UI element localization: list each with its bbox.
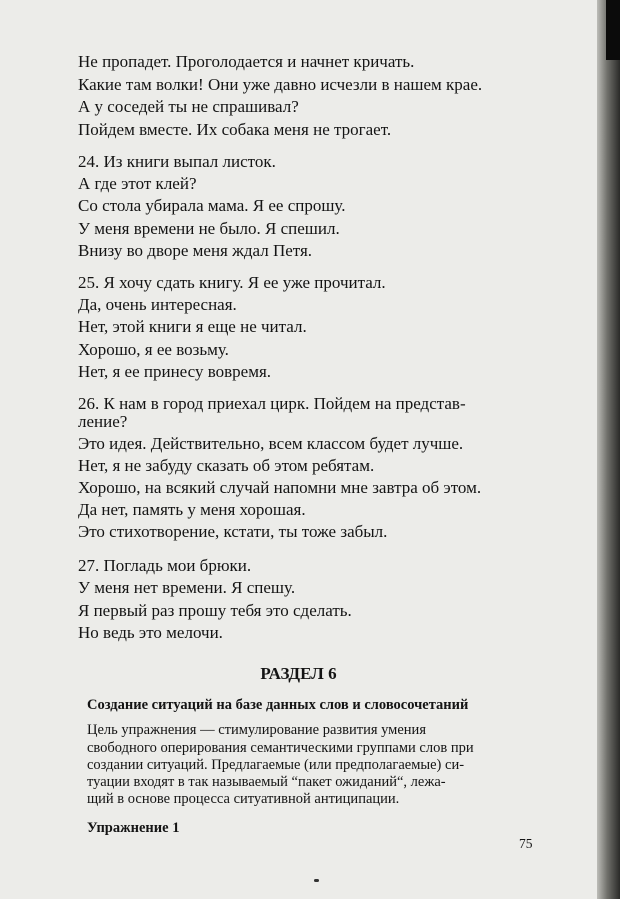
paragraph-line: свободного оперирования семантическими группами слов при (87, 740, 474, 756)
text-line: Да, очень интересная. (78, 295, 237, 314)
text-line: Внизу во дворе меня ждал Петя. (78, 241, 313, 260)
exercise-heading: Упражнение 1 (87, 820, 180, 836)
item-25-title: 25. Я хочу сдать книгу. Я ее уже прочитал. (78, 273, 386, 292)
text-line: Да нет, память у меня хорошая. (78, 500, 306, 519)
text-line: Это идея. Действительно, всем классом будет лучше. (78, 434, 464, 453)
paragraph-line: Цель упражнения — стимулирование развития умения (87, 722, 426, 738)
item-26-title: 26. К нам в город приехал цирк. Пойдем на представ- (78, 394, 466, 413)
text-line: Пойдем вместе. Их собака меня не трогает. (78, 120, 392, 139)
item-27-title: 27. Погладь мои брюки. (78, 556, 252, 575)
text-line: Я первый раз прошу тебя это сделать. (78, 601, 352, 620)
paragraph-line: туации входят в так называемый “пакет ожиданий“, лежа- (87, 774, 446, 790)
text-line: Но ведь это мелочи. (78, 623, 223, 642)
page-number: 75 (519, 836, 533, 851)
book-spine-shadow (597, 0, 620, 899)
text-line: Нет, этой книги я еще не читал. (78, 317, 307, 336)
text-line: У меня нет времени. Я спешу. (78, 578, 296, 597)
book-spine-edge (606, 0, 620, 60)
section-title: РАЗДЕЛ 6 (260, 664, 337, 683)
paragraph-line: создании ситуаций. Предлагаемые (или предполагаемые) си- (87, 757, 465, 773)
text-line: ление? (78, 412, 128, 431)
ink-speck (314, 879, 319, 882)
text-line: Не пропадет. Проголодается и начнет кричать. (78, 52, 415, 71)
text-line: Хорошо, я ее возьму. (78, 340, 229, 359)
item-24-title: 24. Из книги выпал листок. (78, 152, 276, 171)
text-line: Нет, я не забуду сказать об этом ребятам. (78, 456, 375, 475)
text-line: Какие там волки! Они уже давно исчезли в нашем крае. (78, 75, 483, 94)
text-line: У меня времени не было. Я спешил. (78, 219, 340, 238)
text-line: Нет, я ее принесу вовремя. (78, 362, 272, 381)
text-line: Это стихотворение, кстати, ты тоже забыл. (78, 522, 388, 541)
text-line: А у соседей ты не спрашивал? (78, 97, 299, 116)
text-line: Со стола убирала мама. Я ее спрошу. (78, 196, 346, 215)
text-line: Хорошо, на всякий случай напомни мне завтра об этом. (78, 478, 482, 497)
text-line: А где этот клей? (78, 174, 197, 193)
section-subtitle: Создание ситуаций на базе данных слов и словосочетаний (87, 697, 469, 713)
paragraph-line: щий в основе процесса ситуативной антиципации. (87, 791, 400, 807)
